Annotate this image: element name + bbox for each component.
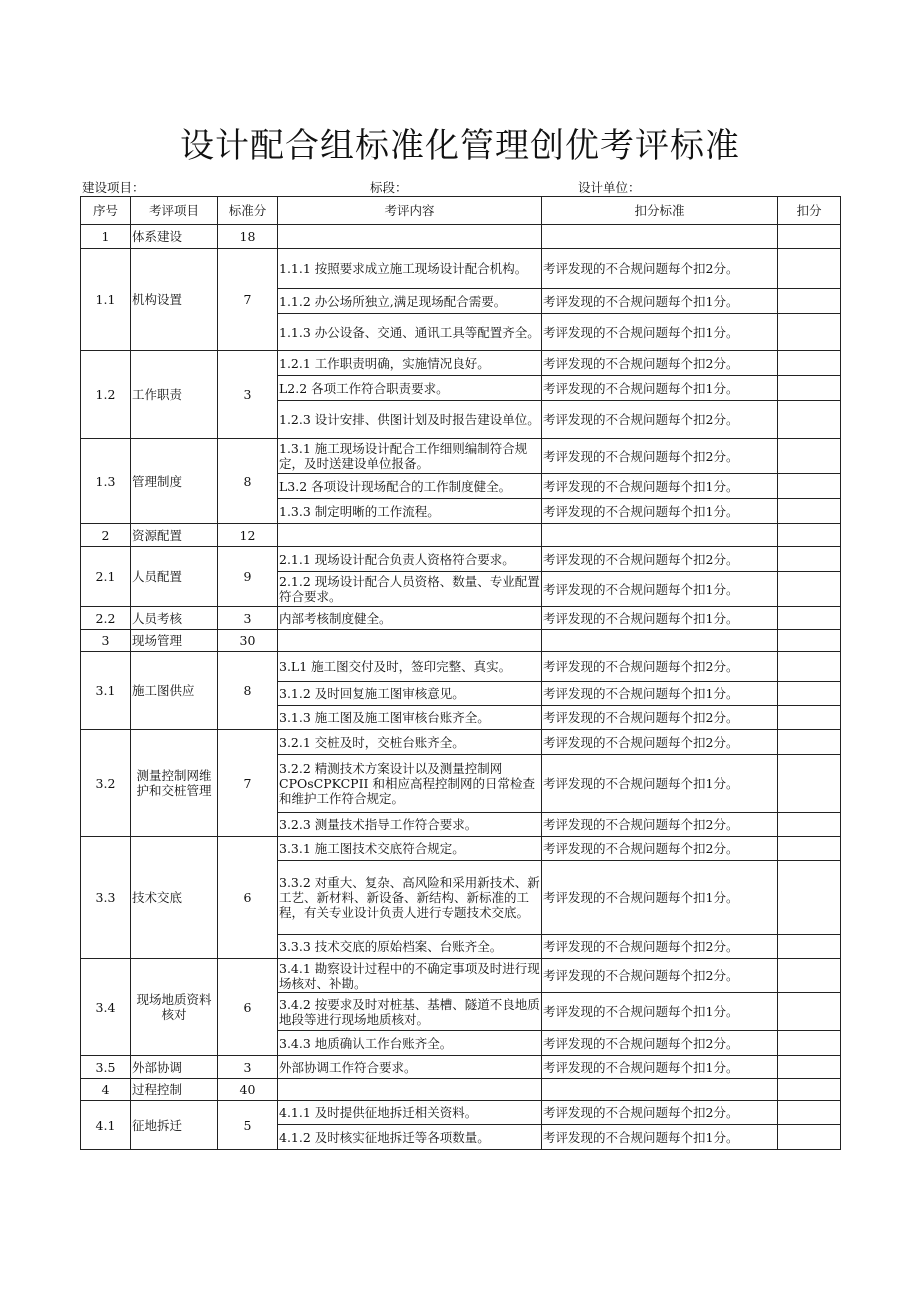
item-deduct-standard: 考评发现的不合规问题每个扣2分。 <box>542 959 778 993</box>
item-deduct-standard: 考评发现的不合规问题每个扣2分。 <box>542 813 778 837</box>
header-item: 考评项目 <box>131 197 218 225</box>
item-deduct-standard: 考评发现的不合规问题每个扣1分。 <box>542 314 778 351</box>
deduct-cell <box>778 837 841 861</box>
deduct-cell <box>778 935 841 959</box>
item-row <box>81 607 841 630</box>
empty-cell <box>278 630 542 652</box>
empty-cell <box>542 524 778 547</box>
section-no: 4 <box>81 1079 131 1101</box>
deduct-cell <box>778 439 841 474</box>
deduct-cell <box>778 993 841 1031</box>
item-content: 3.1.3 施工图及施工图审核台账齐全。 <box>278 706 542 730</box>
item-content: 3.3.3 技术交底的原始档案、台账齐全。 <box>278 935 542 959</box>
section-no: 2 <box>81 524 131 547</box>
deduct-cell <box>778 813 841 837</box>
item-row <box>81 351 841 376</box>
deduct-cell <box>778 682 841 706</box>
item-no: 3.5 <box>81 1056 131 1079</box>
item-content: 3.2.3 测量技术指导工作符合要求。 <box>278 813 542 837</box>
item-name: 施工图供应 <box>131 652 218 730</box>
item-deduct-standard: 考评发现的不合规问题每个扣2分。 <box>542 1101 778 1125</box>
item-deduct-standard: 考评发现的不合规问题每个扣1分。 <box>542 607 778 630</box>
item-content: 3.2.1 交桩及时，交桩台账齐全。 <box>278 730 542 755</box>
section-name: 资源配置 <box>131 524 218 547</box>
item-row <box>81 652 841 682</box>
item-row <box>81 730 841 755</box>
item-content: 3.3.1 施工图技术交底符合规定。 <box>278 837 542 861</box>
item-score: 9 <box>218 547 278 607</box>
empty-cell <box>542 1079 778 1101</box>
item-content: 3.4.1 勘察设计过程中的不确定事项及时进行现场核对、补勘。 <box>279 960 540 991</box>
item-no: 4.1 <box>81 1101 131 1150</box>
item-score: 8 <box>218 439 278 524</box>
item-no: 1.3 <box>81 439 131 524</box>
item-score: 3 <box>218 607 278 630</box>
item-deduct-standard: 考评发现的不合规问题每个扣1分。 <box>542 1125 778 1150</box>
empty-cell <box>278 225 542 249</box>
section-label: 标段： <box>370 180 408 195</box>
item-row <box>81 1056 841 1079</box>
item-content: 1.2.1 工作职责明确，实施情况良好。 <box>278 351 542 376</box>
item-no: 3.4 <box>81 959 131 1056</box>
project-label: 建设项目： <box>82 180 145 195</box>
item-deduct-standard: 考评发现的不合规问题每个扣2分。 <box>542 1031 778 1056</box>
deduct-cell <box>778 1101 841 1125</box>
item-no: 2.1 <box>81 547 131 607</box>
item-content: 1.3.3 制定明晰的工作流程。 <box>278 499 542 524</box>
deduct-cell <box>778 314 841 351</box>
item-content: 1.1.1 按照要求成立施工现场设计配合机构。 <box>278 249 542 289</box>
item-deduct-standard: 考评发现的不合规问题每个扣1分。 <box>542 499 778 524</box>
header-score: 标准分 <box>218 197 278 225</box>
evaluation-table <box>80 196 841 1150</box>
section-row <box>81 524 841 547</box>
section-score: 40 <box>218 1079 278 1101</box>
empty-cell <box>542 225 778 249</box>
header-deduct: 扣分 <box>778 197 841 225</box>
item-row <box>81 249 841 289</box>
item-deduct-standard: 考评发现的不合规问题每个扣2分。 <box>542 652 778 682</box>
item-row <box>81 959 841 993</box>
deduct-cell <box>778 1031 841 1056</box>
item-deduct-standard: 考评发现的不合规问题每个扣2分。 <box>542 439 778 474</box>
section-score: 30 <box>218 630 278 652</box>
section-name: 过程控制 <box>131 1079 218 1101</box>
deduct-cell <box>778 959 841 993</box>
item-content: 1.3.1 施工现场设计配合工作细则编制符合规定，及时送建设单位报备。 <box>278 439 542 474</box>
item-name: 机构设置 <box>131 249 218 351</box>
deduct-cell <box>778 547 841 572</box>
empty-cell <box>278 1079 542 1101</box>
deduct-cell <box>778 630 841 652</box>
deduct-cell <box>778 706 841 730</box>
deduct-cell <box>778 730 841 755</box>
item-content: 2.1.2 现场设计配合人员资格、数量、专业配置符合要求。 <box>278 572 542 607</box>
section-row <box>81 225 841 249</box>
item-deduct-standard: 考评发现的不合规问题每个扣1分。 <box>542 289 778 314</box>
item-deduct-standard: 考评发现的不合规问题每个扣1分。 <box>542 682 778 706</box>
section-name: 现场管理 <box>131 630 218 652</box>
item-no: 1.2 <box>81 351 131 439</box>
section-name: 体系建设 <box>131 225 218 249</box>
item-score: 3 <box>218 1056 278 1079</box>
section-score: 18 <box>218 225 278 249</box>
item-name: 管理制度 <box>131 439 218 524</box>
empty-cell <box>278 524 542 547</box>
item-row <box>81 547 841 572</box>
header-row <box>81 197 841 225</box>
item-content: 3.4.3 地质确认工作台账齐全。 <box>278 1031 542 1056</box>
item-content: 1.1.3 办公设备、交通、通讯工具等配置齐全。 <box>278 314 542 351</box>
item-deduct-standard: 考评发现的不合规问题每个扣2分。 <box>542 730 778 755</box>
item-content: 3.1.2 及时回复施工图审核意见。 <box>278 682 542 706</box>
deduct-cell <box>778 376 841 401</box>
item-row <box>81 837 841 861</box>
item-deduct-standard: 考评发现的不合规问题每个扣1分。 <box>542 474 778 499</box>
item-row <box>81 1101 841 1125</box>
item-score: 7 <box>218 730 278 837</box>
unit-label: 设计单位： <box>578 180 641 195</box>
deduct-cell <box>778 401 841 439</box>
page-title: 设计配合组标准化管理创优考评标准 <box>180 126 740 166</box>
item-deduct-standard: 考评发现的不合规问题每个扣2分。 <box>542 706 778 730</box>
item-content: 1.1.2 办公场所独立,满足现场配合需要。 <box>278 289 542 314</box>
item-content: 4.1.1 及时提供征地拆迁相关资料。 <box>278 1101 542 1125</box>
deduct-cell <box>778 524 841 547</box>
deduct-cell <box>778 499 841 524</box>
deduct-cell <box>778 474 841 499</box>
deduct-cell <box>778 607 841 630</box>
item-no: 3.3 <box>81 837 131 959</box>
item-deduct-standard: 考评发现的不合规问题每个扣1分。 <box>542 993 778 1031</box>
item-content: 3.3.2 对重大、复杂、高风险和采用新技术、新工艺、新材料、新设备、新结构、新标准的工程，有关专业设计负责人进行专题技术交底。 <box>278 861 542 935</box>
section-row <box>81 630 841 652</box>
item-score: 6 <box>218 837 278 959</box>
deduct-cell <box>778 1125 841 1150</box>
header-content: 考评内容 <box>278 197 542 225</box>
item-name: 测量控制网维护和交桩管理 <box>131 730 218 837</box>
item-content: 1.2.3 设计安排、供图计划及时报告建设单位。 <box>278 401 542 439</box>
item-content: L3.2 各项设计现场配合的工作制度健全。 <box>278 474 542 499</box>
deduct-cell <box>778 861 841 935</box>
item-deduct-standard: 考评发现的不合规问题每个扣2分。 <box>542 837 778 861</box>
deduct-cell <box>778 249 841 289</box>
deduct-cell <box>778 351 841 376</box>
item-deduct-standard: 考评发现的不合规问题每个扣1分。 <box>542 861 778 935</box>
item-content: 3.4.2 按要求及时对桩基、基槽、隧道不良地质地段等进行现场地质核对。 <box>278 993 542 1031</box>
item-score: 5 <box>218 1101 278 1150</box>
item-deduct-standard: 考评发现的不合规问题每个扣1分。 <box>542 572 778 607</box>
item-deduct-standard: 考评发现的不合规问题每个扣2分。 <box>542 351 778 376</box>
item-name: 征地拆迁 <box>131 1101 218 1150</box>
item-deduct-standard: 考评发现的不合规问题每个扣2分。 <box>542 249 778 289</box>
item-name: 人员配置 <box>131 547 218 607</box>
item-deduct-standard: 考评发现的不合规问题每个扣1分。 <box>542 755 778 813</box>
item-deduct-standard: 考评发现的不合规问题每个扣2分。 <box>542 401 778 439</box>
item-content: 外部协调工作符合要求。 <box>278 1056 542 1079</box>
deduct-cell <box>778 652 841 682</box>
item-no: 3.1 <box>81 652 131 730</box>
item-deduct-standard: 考评发现的不合规问题每个扣2分。 <box>542 547 778 572</box>
deduct-cell <box>778 1079 841 1101</box>
item-content: L2.2 各项工作符合职责要求。 <box>278 376 542 401</box>
item-deduct-standard: 考评发现的不合规问题每个扣2分。 <box>542 935 778 959</box>
item-score: 3 <box>218 351 278 439</box>
item-no: 1.1 <box>81 249 131 351</box>
item-content: 3.L1 施工图交付及时，签印完整、真实。 <box>278 652 542 682</box>
item-deduct-standard: 考评发现的不合规问题每个扣1分。 <box>542 1056 778 1079</box>
item-deduct-standard: 考评发现的不合规问题每个扣1分。 <box>542 376 778 401</box>
item-content: 2.1.1 现场设计配合负责人资格符合要求。 <box>278 547 542 572</box>
item-no: 3.2 <box>81 730 131 837</box>
section-no: 1 <box>81 225 131 249</box>
item-score: 8 <box>218 652 278 730</box>
header-deduct-std: 扣分标准 <box>542 197 778 225</box>
item-name: 工作职责 <box>131 351 218 439</box>
deduct-cell <box>778 755 841 813</box>
item-content: 内部考核制度健全。 <box>278 607 542 630</box>
deduct-cell <box>778 225 841 249</box>
item-name: 现场地质资料核对 <box>131 959 218 1056</box>
deduct-cell <box>778 1056 841 1079</box>
item-name: 外部协调 <box>131 1056 218 1079</box>
item-score: 6 <box>218 959 278 1056</box>
empty-cell <box>542 630 778 652</box>
deduct-cell <box>778 289 841 314</box>
header-no: 序号 <box>81 197 131 225</box>
section-no: 3 <box>81 630 131 652</box>
item-row <box>81 439 841 474</box>
section-row <box>81 1079 841 1101</box>
item-score: 7 <box>218 249 278 351</box>
item-no: 2.2 <box>81 607 131 630</box>
item-content: 3.2.2 精测技术方案设计以及测量控制网CPOsCPKCPII 和相应高程控制网的日常检查和维护工作符合规定。 <box>278 755 542 813</box>
item-name: 人员考核 <box>131 607 218 630</box>
deduct-cell <box>778 572 841 607</box>
item-content: 4.1.2 及时核实征地拆迁等各项数量。 <box>278 1125 542 1150</box>
section-score: 12 <box>218 524 278 547</box>
item-name: 技术交底 <box>131 837 218 959</box>
